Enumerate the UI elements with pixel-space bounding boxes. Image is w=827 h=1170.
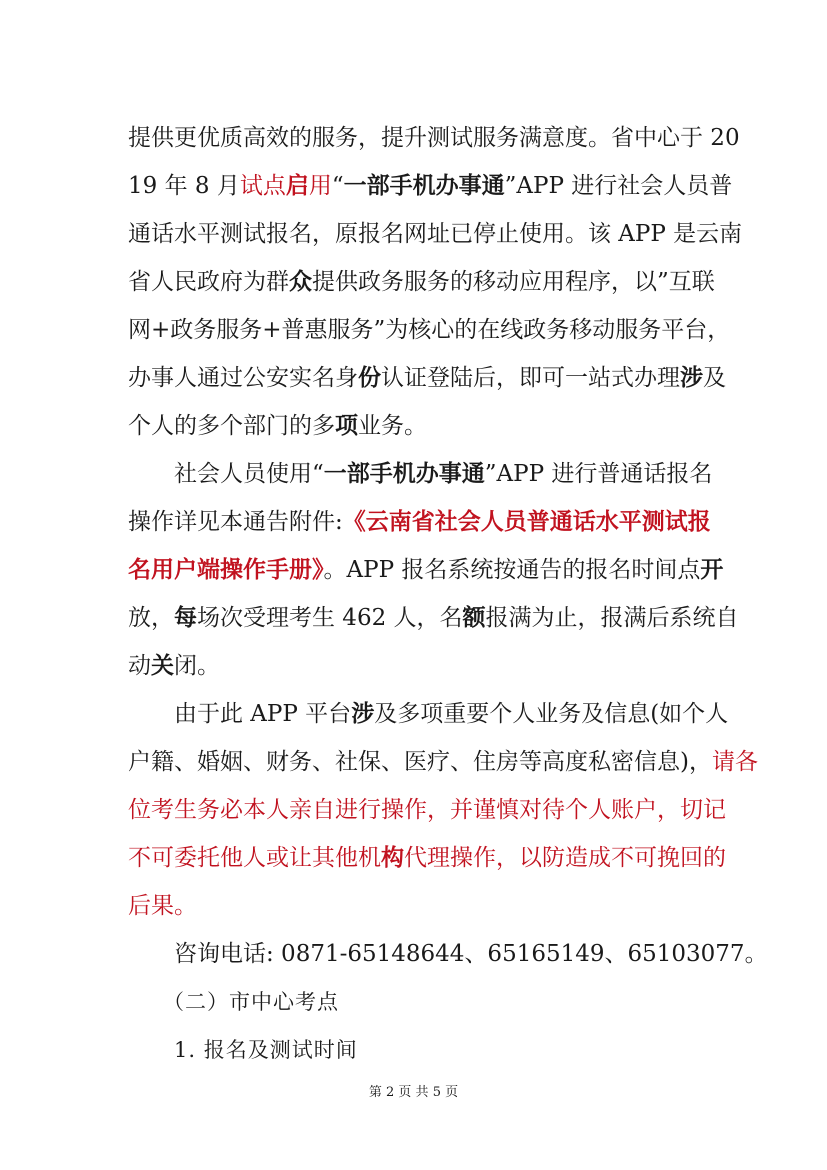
text: 。APP 报名系统按通告的报名时间点 — [323, 557, 701, 583]
text: 闭。 — [174, 653, 220, 679]
paragraph-1-line-5 — [128, 315, 730, 345]
paragraph-2-line-2 — [128, 507, 711, 537]
paragraph-1-line-4 — [128, 267, 715, 297]
bold-char: 额 — [462, 604, 486, 631]
paragraph-2-line-1 — [174, 459, 712, 489]
paragraph-2-line-3 — [128, 555, 723, 585]
highlight-text: 启 — [285, 172, 309, 199]
paragraph-1-line-2 — [128, 171, 732, 201]
paragraph-3-line-1 — [174, 699, 728, 729]
paragraph-1-line-6 — [128, 363, 726, 393]
paragraph-3-line-5 — [128, 891, 197, 921]
highlight-text: 试点 — [239, 173, 286, 199]
section-heading — [163, 987, 339, 1017]
text: 动 — [128, 653, 151, 679]
app-name: 一部手机办事通 — [343, 172, 505, 199]
text: 由于此 APP 平台 — [174, 701, 352, 727]
text: 放， — [128, 605, 174, 631]
bold-char: 开 — [700, 556, 724, 583]
heading-text: （二）市中心考点 — [163, 990, 339, 1014]
paragraph-2-line-4 — [128, 603, 739, 633]
paragraph-1-line-3 — [128, 219, 742, 249]
attachment-title: 名用户端操作手册》 — [128, 556, 324, 583]
text: 提供政务服务的移动应用程序，以”互联 — [312, 269, 715, 295]
text: 及 — [703, 365, 726, 391]
bold-char: 众 — [289, 268, 312, 295]
paragraph-1-line-7 — [128, 411, 427, 441]
text: 场次受理考生 462 人，名 — [197, 605, 463, 631]
attachment-title: 《云南省社会人员普通话水平测试报 — [342, 508, 711, 535]
bold-char: 涉 — [680, 364, 703, 391]
text: 户籍、婚姻、财务、社保、医疗、住房等高度私密信息)， — [128, 749, 712, 775]
page-footer — [0, 1084, 827, 1102]
warning-text: 代理操作，以防造成不可挽回的 — [404, 845, 726, 871]
warning-text: 后果。 — [128, 893, 197, 919]
app-name: 一部手机办事通 — [323, 460, 485, 487]
text: 及多项重要个人业务及信息(如个人 — [374, 701, 729, 727]
text: 社会人员使用“ — [174, 461, 324, 487]
text: “ — [331, 173, 344, 199]
text: 网+政务服务+普惠服务”为核心的在线政务移动服务平台， — [128, 317, 731, 343]
paragraph-2-line-5 — [128, 651, 220, 681]
paragraph-3-line-3 — [128, 795, 726, 825]
contact-phone — [174, 939, 768, 969]
paragraph-3-line-2 — [128, 747, 758, 777]
text: 个人的多个部门的多 — [128, 413, 335, 439]
bold-char: 关 — [151, 652, 174, 679]
text: ”APP 进行社会人员普 — [504, 173, 733, 199]
bold-char: 涉 — [351, 700, 375, 727]
text: 省人民政府为群 — [128, 269, 289, 295]
paragraph-3-line-4 — [128, 843, 726, 873]
text: ”APP 进行普通话报名 — [484, 461, 713, 487]
text: 19 年 8 月 — [128, 173, 240, 199]
bold-char: 份 — [358, 364, 381, 391]
warning-text: 不可委托他人或让其他机 — [128, 845, 381, 871]
text: 操作详见本通告附件: — [128, 509, 343, 535]
warning-text: 请各 — [711, 749, 758, 775]
paragraph-1-line-1 — [128, 123, 740, 153]
text: 业务。 — [358, 413, 427, 439]
text: 提供更优质高效的服务，提升测试服务满意度。省中心于 20 — [128, 125, 740, 151]
bold-char: 每 — [174, 604, 197, 631]
text: 报满为止，报满后系统自 — [485, 605, 739, 631]
text: 咨询电话: 0871-65148644、65165149、65103077。 — [174, 941, 768, 967]
warning-text: 位考生务必本人亲自进行操作，并谨慎对待个人账户，切记 — [128, 797, 726, 823]
text: 通话水平测试报名，原报名网址已停止使用。该 APP 是云南 — [128, 221, 743, 247]
warning-text-bold: 构 — [381, 844, 404, 871]
highlight-text: 用 — [308, 173, 332, 199]
bold-char: 项 — [335, 412, 358, 439]
subsection-heading — [174, 1035, 358, 1065]
page-number: 第 2 页 共 5 页 — [368, 1085, 459, 1100]
heading-text: 1. 报名及测试时间 — [174, 1038, 358, 1062]
text: 认证登陆后，即可一站式办理 — [381, 365, 680, 391]
text: 办事人通过公安实名身 — [128, 365, 358, 391]
